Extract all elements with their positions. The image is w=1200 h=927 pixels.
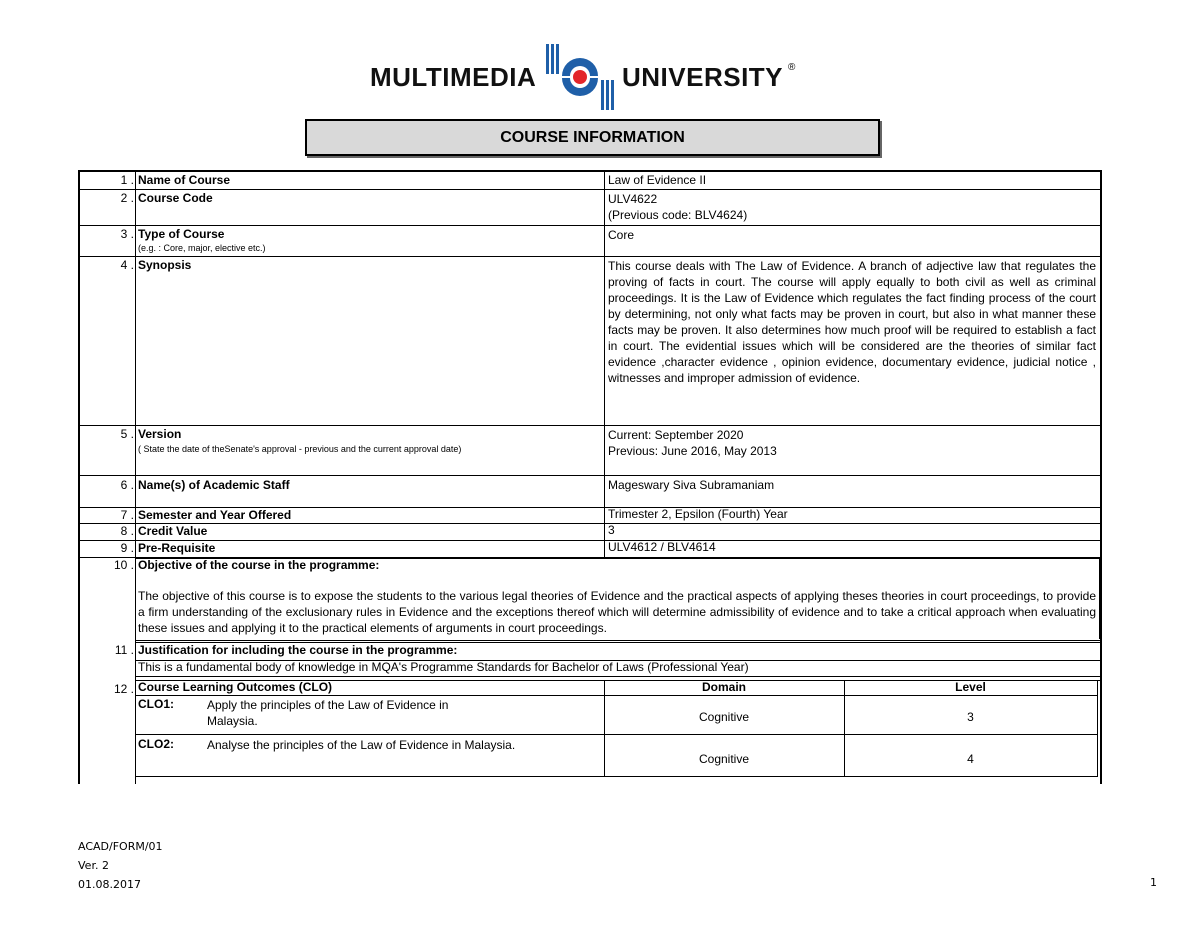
clo2-level: 4 — [967, 752, 974, 766]
university-logo — [370, 42, 800, 112]
row-number: 12 . — [113, 682, 134, 696]
justification-text: This is a fundamental body of knowledge in MQA's Programme Standards for Bachelor of Laws (Professional Year) — [138, 660, 749, 674]
page-number: 1 — [1150, 876, 1157, 889]
row-credit-value — [80, 524, 1100, 541]
clo1-text: Apply the principles of the Law of Evidence in Malaysia. — [207, 698, 449, 728]
field-label: Name of Course — [138, 173, 231, 187]
row-academic-staff — [80, 476, 1100, 508]
row-type-of-course — [80, 226, 1100, 257]
field-label: Pre-Requisite — [138, 541, 216, 555]
field-label: Credit Value — [138, 524, 208, 538]
page-title: COURSE INFORMATION — [305, 119, 880, 156]
field-label: Justification for including the course in the programme: — [138, 643, 458, 657]
row-justification — [80, 642, 1100, 677]
version-previous: Previous: June 2016, May 2013 — [608, 444, 777, 458]
field-label: Semester and Year Offered — [138, 508, 292, 522]
row-clo — [80, 680, 1100, 784]
field-label: Synopsis — [138, 258, 192, 272]
domain-header: Domain — [701, 680, 746, 694]
clo1-level: 3 — [967, 710, 974, 724]
field-label: Name(s) of Academic Staff — [138, 478, 290, 492]
field-label: Type of Course — [138, 227, 225, 241]
course-info-table — [78, 170, 1102, 784]
clo1-domain: Cognitive — [698, 710, 750, 724]
row-number: 4 . — [120, 258, 134, 272]
row-number: 8 . — [120, 524, 134, 538]
field-value: 3 — [608, 523, 615, 537]
row-number: 10 . — [113, 558, 134, 572]
row-course-code — [80, 190, 1100, 226]
row-number: 3 . — [120, 227, 134, 241]
form-date: 01.08.2017 — [78, 878, 141, 891]
row-semester-offered — [80, 508, 1100, 524]
clo-header-line — [136, 695, 1098, 696]
row-number: 11 . — [114, 643, 134, 657]
row-number: 2 . — [120, 191, 134, 205]
synopsis-text: This course deals with The Law of Evidence. A branch of adjective law that regulates the proving of facts in court. The course will apply equally to both civil as well as criminal proceedings. It is the Law of Evidence which regulates the fact finding process of the court by determining, not only what facts may be proven in court, but also in what manner these facts may be proven. It also determines how much proof will be required to establish a fact in court. The evidential issues which will be considered are the theories of similar fact evidence ,character evidence , opinion evidence, documentary evidence, judicial notice , witnesses and improper admission of evidence. — [608, 259, 1096, 385]
logo-word-university: UNIVERSITY — [622, 62, 784, 92]
field-value: ULV4622 — [608, 192, 658, 206]
row-number: 7 . — [120, 508, 134, 522]
field-value: ULV4612 / BLV4614 — [608, 540, 716, 554]
clo2-text: Analyse the principles of the Law of Evidence in Malaysia. — [207, 738, 516, 752]
field-value: Law of Evidence II — [608, 173, 707, 187]
field-label: Version — [138, 427, 182, 441]
field-label: Course Learning Outcomes (CLO) — [138, 680, 333, 694]
form-version: Ver. 2 — [78, 859, 109, 872]
row-number: 6 . — [120, 478, 134, 492]
clo-row-line — [136, 734, 1098, 735]
row-objective — [80, 558, 1100, 640]
field-label: Course Code — [138, 191, 213, 205]
row-number: 1 . — [120, 173, 134, 187]
field-value: Mageswary Siva Subramaniam — [608, 478, 775, 492]
field-value: Trimester 2, Epsilon (Fourth) Year — [608, 507, 788, 521]
row-synopsis — [80, 257, 1100, 426]
clo-bottom-line — [136, 776, 1098, 777]
clo2-domain: Cognitive — [698, 752, 750, 766]
form-code: ACAD/FORM/01 — [78, 840, 163, 853]
university-emblem-icon — [542, 42, 618, 112]
version-current: Current: September 2020 — [608, 428, 744, 442]
row-name-of-course — [80, 172, 1100, 190]
clo2-id: CLO2: — [138, 737, 174, 751]
logo-word-multimedia: MULTIMEDIA — [370, 62, 537, 92]
row-pre-requisite — [80, 541, 1100, 558]
row-number: 9 . — [120, 541, 134, 555]
objective-text: The objective of this course is to expose the students to the various legal theories of Evidence and the practical aspects of applying theses theories in court proceedings, to provide a firm understanding of the exclusionary rules in Evidence and the exceptions thereof which will determine admissibility of evidence and to take a critical approach when evaluating these issues and applying it to the practical elements of arguments in court proceedings. — [138, 589, 1096, 635]
field-hint: (e.g. : Core, major, elective etc.) — [138, 243, 266, 253]
field-value: Core — [608, 228, 635, 242]
registered-mark: ® — [788, 62, 796, 73]
field-label: Objective of the course in the programme: — [138, 558, 380, 572]
field-value-previous: (Previous code: BLV4624) — [608, 208, 748, 222]
field-hint: ( State the date of theSenate's approval - previous and the current approval date) — [138, 444, 462, 454]
level-header: Level — [955, 680, 986, 694]
clo1-id: CLO1: — [138, 697, 174, 711]
row-number: 5 . — [120, 427, 134, 441]
row-version — [80, 426, 1100, 476]
